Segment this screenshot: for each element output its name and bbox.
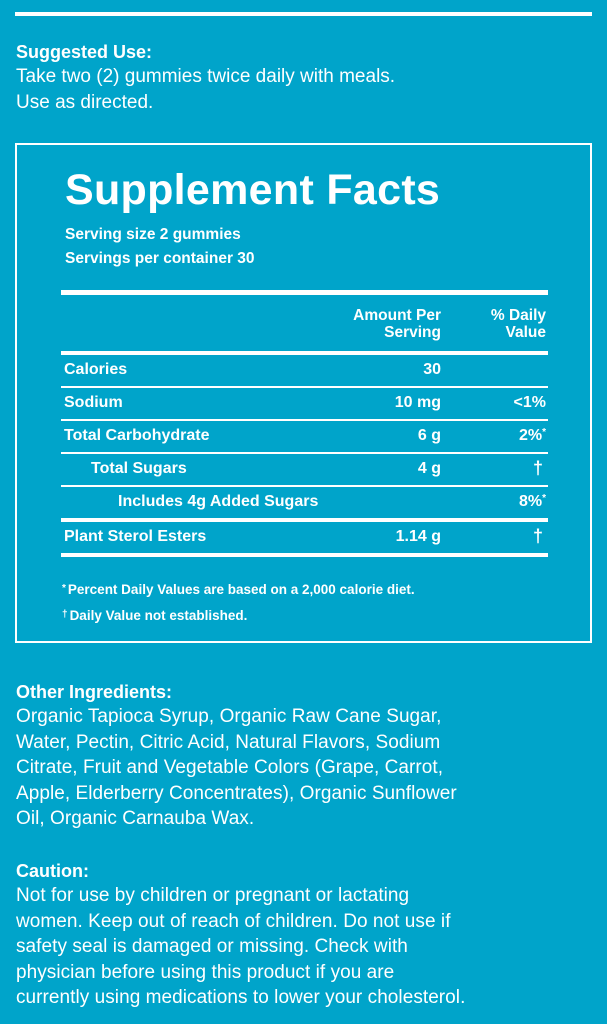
amount-per-serving-header (353, 307, 441, 341)
asterisk-mark: * (62, 583, 66, 594)
supplement-facts-title: Supplement Facts (65, 166, 441, 214)
nutrient-amount: 4 g (417, 460, 441, 477)
footnotes (62, 576, 415, 628)
dv-value: 8% (518, 493, 543, 510)
nutrient-daily-value (519, 493, 546, 511)
table-row (61, 454, 548, 485)
table-row (61, 388, 548, 419)
serving-size: Serving size 2 gummies (65, 226, 241, 243)
footnote-text: Daily Value not established. (69, 608, 248, 623)
ingredients-line: Citrate, Fruit and Vegetable Colors (Grape, Carrot, (16, 757, 444, 778)
ingredients-line: Organic Tapioca Syrup, Organic Raw Cane Sugar, (16, 706, 442, 727)
nutrient-name: Calories (64, 361, 128, 378)
ingredients-line: Oil, Organic Carnauba Wax. (16, 808, 255, 829)
table-header (61, 295, 548, 351)
dv-value: 2% (518, 427, 543, 444)
dv-header-line: % Daily (490, 307, 546, 324)
table-row (61, 487, 548, 518)
suggested-use-line: Take two (2) gummies twice daily with meals. (16, 66, 396, 87)
asterisk-mark: * (542, 427, 546, 438)
facts-table (61, 290, 548, 557)
asterisk-mark: * (542, 493, 546, 504)
amount-header-line: Amount Per (353, 307, 441, 324)
caution-line: women. Keep out of reach of children. Do not use if (16, 910, 451, 932)
suggested-use-heading: Suggested Use: (16, 42, 153, 62)
nutrient-daily-value (519, 427, 546, 445)
nutrient-daily-value: <1% (513, 394, 546, 411)
dagger-icon: † (532, 458, 543, 478)
caution-line: Not for use by children or pregnant or lactating (16, 885, 410, 906)
nutrient-name: Total Carbohydrate (64, 427, 210, 444)
servings-per-container: Servings per container 30 (65, 250, 255, 267)
ingredients-line: Apple, Elderberry Concentrates), Organic Sunflower (16, 782, 457, 804)
top-divider (15, 12, 592, 16)
table-row (61, 421, 548, 452)
table-divider-medium (61, 553, 548, 557)
nutrient-name: Total Sugars (91, 460, 187, 477)
table-row (61, 522, 548, 553)
nutrient-name: Includes 4g Added Sugars (118, 493, 319, 510)
caution-line: physician before using this product if you are (16, 961, 395, 983)
nutrient-amount: 30 (423, 361, 441, 378)
caution-line: currently using medications to lower your cholesterol. (16, 987, 466, 1008)
amount-header-line: Serving (384, 324, 441, 341)
supplement-facts-panel (15, 143, 592, 643)
nutrient-amount: 1.14 g (395, 528, 441, 545)
table-row (61, 355, 548, 386)
nutrient-amount: 10 mg (394, 394, 441, 411)
other-ingredients-heading: Other Ingredients: (16, 682, 173, 702)
dagger-icon: † (62, 609, 68, 620)
suggested-use-line: Use as directed. (16, 91, 154, 113)
dv-header-line: Value (505, 324, 546, 341)
suggested-use-section (16, 40, 596, 115)
daily-value-header (491, 307, 546, 341)
other-ingredients-section (16, 680, 596, 832)
dagger-icon: † (532, 526, 543, 546)
footnote-text: Percent Daily Values are based on a 2,000 calorie diet. (67, 582, 415, 597)
nutrient-amount: 6 g (417, 427, 441, 444)
nutrient-name: Sodium (64, 394, 123, 411)
caution-section (16, 859, 596, 1011)
ingredients-line: Water, Pectin, Citric Acid, Natural Flavors, Sodium (16, 731, 441, 753)
nutrient-name: Plant Sterol Esters (64, 528, 207, 545)
footnote (62, 602, 415, 628)
caution-heading: Caution: (16, 861, 89, 881)
caution-line: safety seal is damaged or missing. Check with (16, 936, 408, 957)
footnote (62, 576, 415, 602)
